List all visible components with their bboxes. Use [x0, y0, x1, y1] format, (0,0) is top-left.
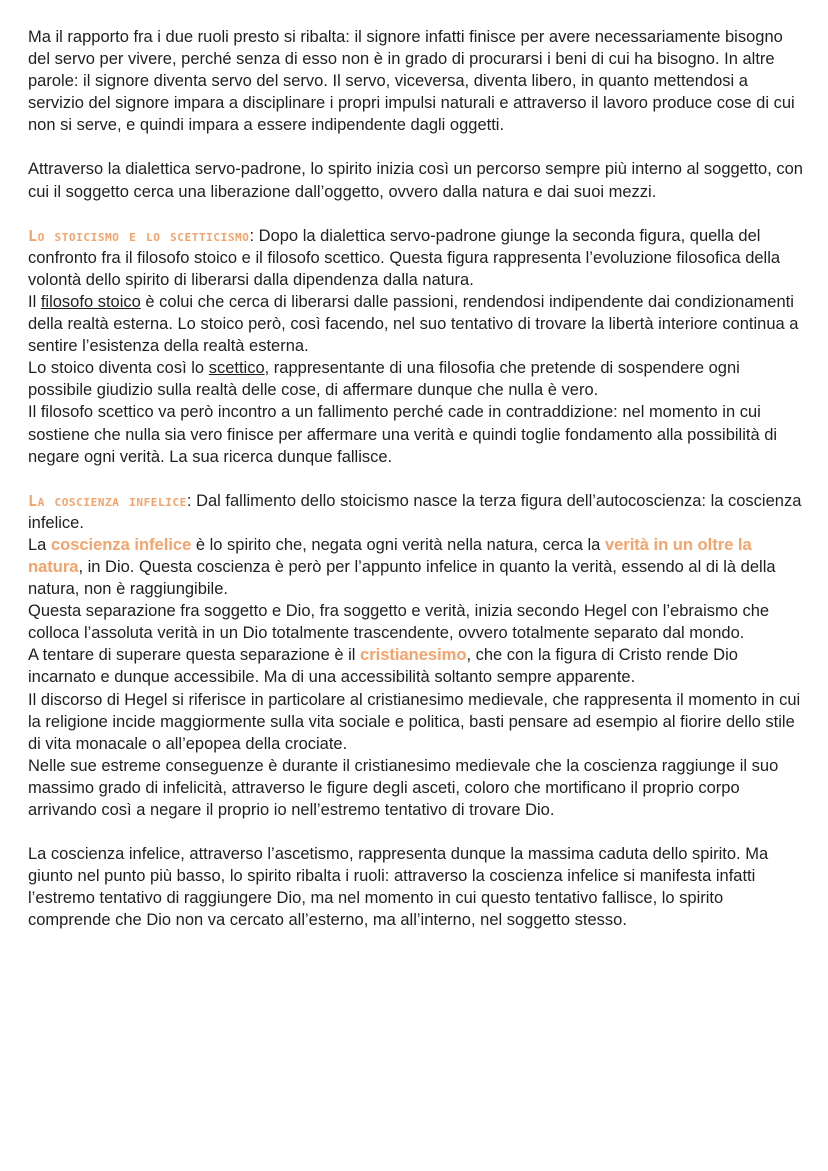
text: , che con la figura di Cristo rende Dio incarnato e dunque accessibile. Ma di una accessibilità soltanto sempre apparente. [28, 646, 738, 687]
stoicism-intro-text: : Dopo la dialettica servo-padrone giunge la seconda figura, quella del confronto fra il filosofo stoico e il filosofo scettico. Questa figura rappresenta l’evoluzione filosofica della volontà dello spirito di liberarsi dalla dipendenza dalla natura. [28, 226, 781, 289]
term-verita-oltre-natura: verità in un oltre la natura [28, 535, 752, 576]
stoicism-paragraph-4: Il filosofo scettico va però incontro a un fallimento perché cade in contraddizione: nel momento in cui sostiene che nulla sia vero finisce per affermare una verità e quindi toglie fondamento alla possibilità di negare ogni verità. La sua ricerca dunque fallisce. [28, 403, 778, 466]
section-unhappy-consciousness-intro [28, 490, 804, 534]
text: La [28, 535, 51, 554]
text: è colui che cerca di liberarsi dalle passioni, rendendosi indipendente dai condizionamenti della realtà esterna. Lo stoico però, così facendo, nel suo tentativo di trovare la libertà interiore continua a sentire l’esistenza della realtà esterna. [28, 292, 799, 356]
stoicism-paragraph-2 [28, 291, 804, 357]
term-scettico: scettico [208, 359, 265, 378]
coscienza-paragraph-4 [28, 644, 804, 688]
section-heading-stoicism: Lo stoicismo e lo scetticismo [28, 226, 250, 245]
section-heading-coscienza: La coscienza infelice [28, 491, 187, 510]
coscienza-paragraph-5: Il discorso di Hegel si riferisce in particolare al cristianesimo medievale, che rappresenta il momento in cui la religione incide maggiormente sulla vita sociale e politica, basti pensare ad esempio al fiorire dello stile di vita monacale o all’epopea della crociate. [28, 690, 801, 753]
section-stoicism-intro [28, 225, 804, 291]
text: A tentare di superare questa separazione è il [28, 646, 361, 665]
term-cristianesimo: cristianesimo [360, 646, 467, 665]
coscienza-paragraph-3: Questa separazione fra soggetto e Dio, fra soggetto e verità, inizia secondo Hegel con l’ebraismo che colloca l’assoluta verità in un Dio totalmente trascendente, ovvero totalmente separato dal mondo. [28, 602, 770, 643]
text: , rappresentante di una filosofia che pretende di sospendere ogni possibile giudizio sulla realtà delle cose, di affermare dunque che nulla è vero. [28, 359, 740, 400]
text: è lo spirito che, negata ogni verità nella natura, cerca la [191, 535, 605, 554]
document-page [28, 26, 804, 931]
term-coscienza-infelice: coscienza infelice [50, 535, 192, 554]
paragraph-master-slave: Ma il rapporto fra i due ruoli presto si ribalta: il signore infatti finisce per avere necessariamente bisogno del servo per vivere, perché senza di esso non è in grado di procurarsi i beni di cui ha bisogno. In altre parole: il signore diventa servo del servo. Il servo, viceversa, diventa libero, in quanto mettendosi a servizio del signore impara a disciplinare i propri impulsi naturali e attraverso il lavoro produce cose di cui non si serve, e quindi impara a essere indipendente dagli oggetti. [28, 28, 795, 135]
paragraph-dialectic: Attraverso la dialettica servo-padrone, lo spirito inizia così un percorso sempre più interno al soggetto, con cui il soggetto cerca una liberazione dall’oggetto, ovvero dalla natura e dai suoi mezzi. [28, 160, 803, 201]
paragraph-final: La coscienza infelice, attraverso l’ascetismo, rappresenta dunque la massima caduta dello spirito. Ma giunto nel punto più basso, lo spirito ribalta i ruoli: attraverso la coscienza infelice si manifesta infatti l’estremo tentativo di raggiungere Dio, ma nel momento in cui questo tentativo fallisce, lo spirito comprende che Dio non va cercato all’esterno, ma all’interno, nel soggetto stesso. [28, 845, 769, 930]
text: Il [28, 292, 41, 311]
text: , in Dio. Questa coscienza è però per l’appunto infelice in quanto la verità, essendo al di là della natura, non è raggiungibile. [28, 557, 776, 599]
coscienza-intro-text: : Dal fallimento dello stoicismo nasce la terza figura dell’autocoscienza: la coscienza infelice. [28, 491, 802, 532]
text: Lo stoico diventa così lo [28, 359, 209, 378]
stoicism-paragraph-3 [28, 357, 804, 401]
coscienza-paragraph-2 [28, 534, 804, 600]
coscienza-paragraph-6: Nelle sue estreme conseguenze è durante il cristianesimo medievale che la coscienza raggiunge il suo massimo grado di infelicità, attraverso le figure degli asceti, coloro che mortificano il proprio corpo arrivando così a negare il proprio io nell’estremo tentativo di trovare Dio. [28, 756, 779, 819]
term-filosofo-stoico: filosofo stoico [40, 292, 141, 311]
